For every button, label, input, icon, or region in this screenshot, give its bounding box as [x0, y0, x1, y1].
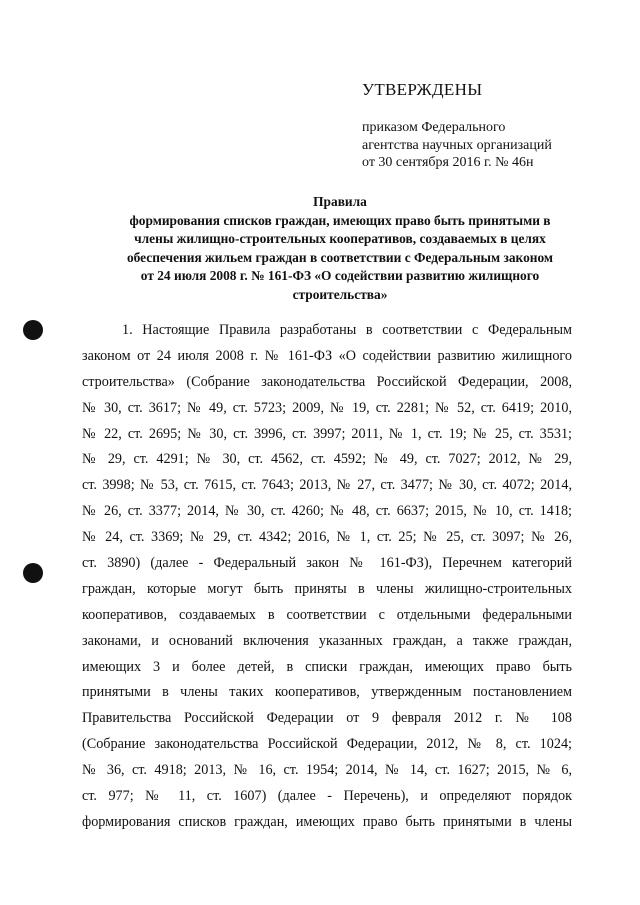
- paragraph-line: принятыми в члены таких кооперативов, утвержденным постановлением: [82, 684, 572, 701]
- heading-title: Правила: [313, 194, 367, 209]
- heading-line: члены жилищно-строительных кооперативов, создаваемых в целях: [134, 231, 546, 247]
- approval-line: агентства научных организаций: [362, 137, 552, 153]
- approval-title: УТВЕРЖДЕНЫ: [362, 80, 483, 99]
- heading-line: строительства»: [292, 286, 388, 302]
- paragraph-line: № 26, ст. 3377; 2014, № 30, ст. 4260; № 48, ст. 6637; 2015, № 10, ст. 1418;: [82, 503, 572, 520]
- heading-line: формирования списков граждан, имеющих право быть принятыми в: [129, 212, 551, 228]
- paragraph-line: (Собрание законодательства Российской Федерации, 2012, № 8, ст. 1024;: [82, 736, 572, 753]
- paragraph-line: формирования списков граждан, имеющих право быть принятыми в члены: [82, 813, 572, 830]
- heading-line: обеспечения жильем граждан в соответствии с Федеральным законом: [126, 249, 554, 265]
- paragraph-line: № 22, ст. 2695; № 30, ст. 3996, ст. 3997; 2011, № 1, ст. 19; № 25, ст. 3531;: [82, 425, 572, 442]
- paragraph-line: законами, и оснований включения указанных граждан, а также граждан,: [82, 632, 572, 649]
- paragraph-line: граждан, которые могут быть приняты в члены жилищно-строительных: [82, 580, 572, 597]
- paragraph-1: [82, 318, 572, 836]
- paragraph-line: ст. 3998; № 53, ст. 7615, ст. 7643; 2013, № 27, ст. 3477; № 30, ст. 4072; 2014,: [82, 477, 572, 494]
- paragraph-line: ст. 3890) (далее - Федеральный закон № 161-ФЗ), Перечнем категорий: [82, 555, 572, 572]
- heading-line: от 24 июля 2008 г. № 161-ФЗ «О содействии развитию жилищного: [140, 268, 540, 284]
- paragraph-line: № 29, ст. 4291; № 30, ст. 4562, ст. 4592; № 49, ст. 7027; 2012, № 29,: [82, 451, 572, 468]
- paragraph-line: имеющих 3 и более детей, в списки граждан, имеющих право быть: [82, 658, 572, 675]
- approval-line: от 30 сентября 2016 г. № 46н: [362, 155, 534, 170]
- approval-line: приказом Федерального: [362, 120, 506, 135]
- paragraph-line: законом от 24 июля 2008 г. № 161-ФЗ «О содействии развитию жилищного: [82, 347, 572, 364]
- paragraph-line: № 36, ст. 4918; 2013, № 16, ст. 1954; 2014, № 14, ст. 1627; 2015, № 6,: [82, 762, 572, 779]
- document-heading: [70, 193, 610, 305]
- paragraph-line: ст. 977; № 11, ст. 1607) (далее - Перечень), и определяют порядок: [82, 788, 572, 805]
- paragraph-line: кооперативов, создаваемых в соответствии с отдельными федеральными: [82, 606, 572, 623]
- punch-hole-mark: [23, 563, 43, 583]
- approval-details: [362, 119, 552, 172]
- approval-block: [362, 80, 552, 172]
- paragraph-line: Правительства Российской Федерации от 9 февраля 2012 г. № 108: [82, 710, 572, 727]
- punch-hole-mark: [23, 320, 43, 340]
- paragraph-line: 1. Настоящие Правила разработаны в соответствии с Федеральным: [122, 322, 572, 338]
- paragraph-line: № 30, ст. 3617; № 49, ст. 5723; 2009, № 19, ст. 2281; № 52, ст. 6419; 2010,: [82, 399, 572, 416]
- paragraph-line: строительства» (Собрание законодательства Российской Федерации, 2008,: [82, 373, 572, 390]
- paragraph-line: № 24, ст. 3369; № 29, ст. 4342; 2016, № 1, ст. 25; № 25, ст. 3097; № 26,: [82, 529, 572, 546]
